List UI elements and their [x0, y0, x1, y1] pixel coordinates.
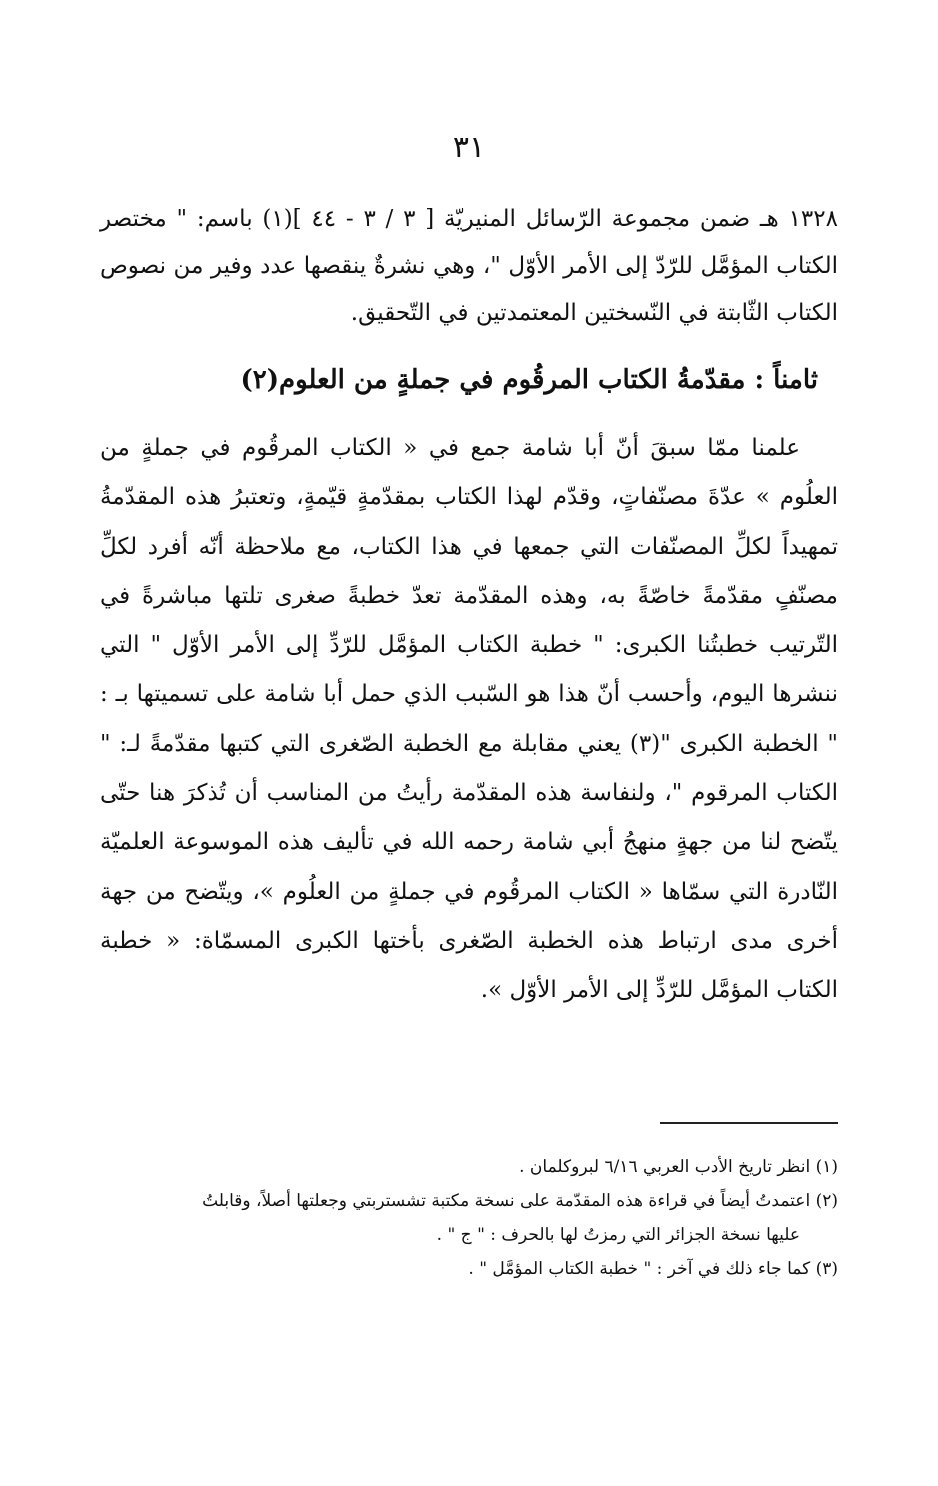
- footnote-separator: [660, 1122, 838, 1124]
- footnote-2: (٢) اعتمدتُ أيضاً في قراءة هذه المقدّمة على نسخة مكتبة تشستربتي وجعلتها أصلاً، وقابلتُ: [202, 1191, 838, 1211]
- page-number: ٣١: [452, 130, 486, 165]
- section-heading: ثامناً : مقدّمةُ الكتاب المرقُوم في جملةٍ من العلوم(٢): [240, 365, 818, 395]
- body-paragraph: علمنا ممّا سبقَ أنّ أبا شامة جمع في « الكتاب المرقُوم في جملةٍ من العلُوم » عدّةَ مصنّفاتٍ، وقدّم لهذا الكتاب بمقدّمةٍ قيّمةٍ، وتعتبرُ هذه المقدّمةُ تمهيداً لكلِّ المصنّفات التي جمعها في هذا الكتاب، مع ملاحظة أنّه أفرد لكلِّ مصنّفٍ مقدّمةً خاصّةً به، وهذه المقدّمة تعدّ خطبةً صغرى تلتها مباشرةً في التّرتيب خطبتُنا الكبرى: " خطبة الكتاب المؤمَّل للرّدِّ إلى الأمر الأوّل " التي ننشرها اليوم، وأحسب أنّ هذا هو السّبب الذي حمل أبا شامة على تسميتها بـ : " الخطبة الكبرى "(٣) يعني مقابلة مع الخطبة الصّغرى التي كتبها مقدّمةً لـ: " الكتاب المرقوم "، ولنفاسة هذه المقدّمة رأيتُ من المناسب أن تُذكرَ هنا حتّى يتّضح لنا من جهةٍ منهجُ أبي شامة رحمه الله في تأليف هذه الموسوعة العلميّة النّادرة التي سمّاها « الكتاب المرقُوم في جملةٍ من العلُوم »، ويتّضح من جهة أخرى مدى ارتباط هذه الخطبة الصّغرى بأختها الكبرى المسمّاة: « خطبة الكتاب المؤمَّل للرّدِّ إلى الأمر الأوّل ».: [100, 435, 839, 1004]
- footnote-2-continuation: عليها نسخة الجزائر التي رمزتُ لها بالحرف : " ج " .: [436, 1225, 800, 1245]
- footnote-1: (١) انظر تاريخ الأدب العربي ٦/١٦ لبروكلمان .: [519, 1157, 838, 1177]
- footnotes: [100, 1150, 838, 1286]
- footnote-3: (٣) كما جاء ذلك في آخر : " خطبة الكتاب المؤمَّل " .: [468, 1259, 838, 1279]
- continuation-paragraph: ١٣٢٨ هـ ضمن مجموعة الرّسائل المنيريّة [ ٣ / ٣ - ٤٤ ](١) باسم: " مختصر الكتاب المؤمَّل للرّدّ إلى الأمر الأوّل "، وهي نشرةٌ ينقصها عدد وفير من نصوص الكتاب الثّابتة في النّسختين المعتمدتين في التّحقيق.: [100, 206, 838, 326]
